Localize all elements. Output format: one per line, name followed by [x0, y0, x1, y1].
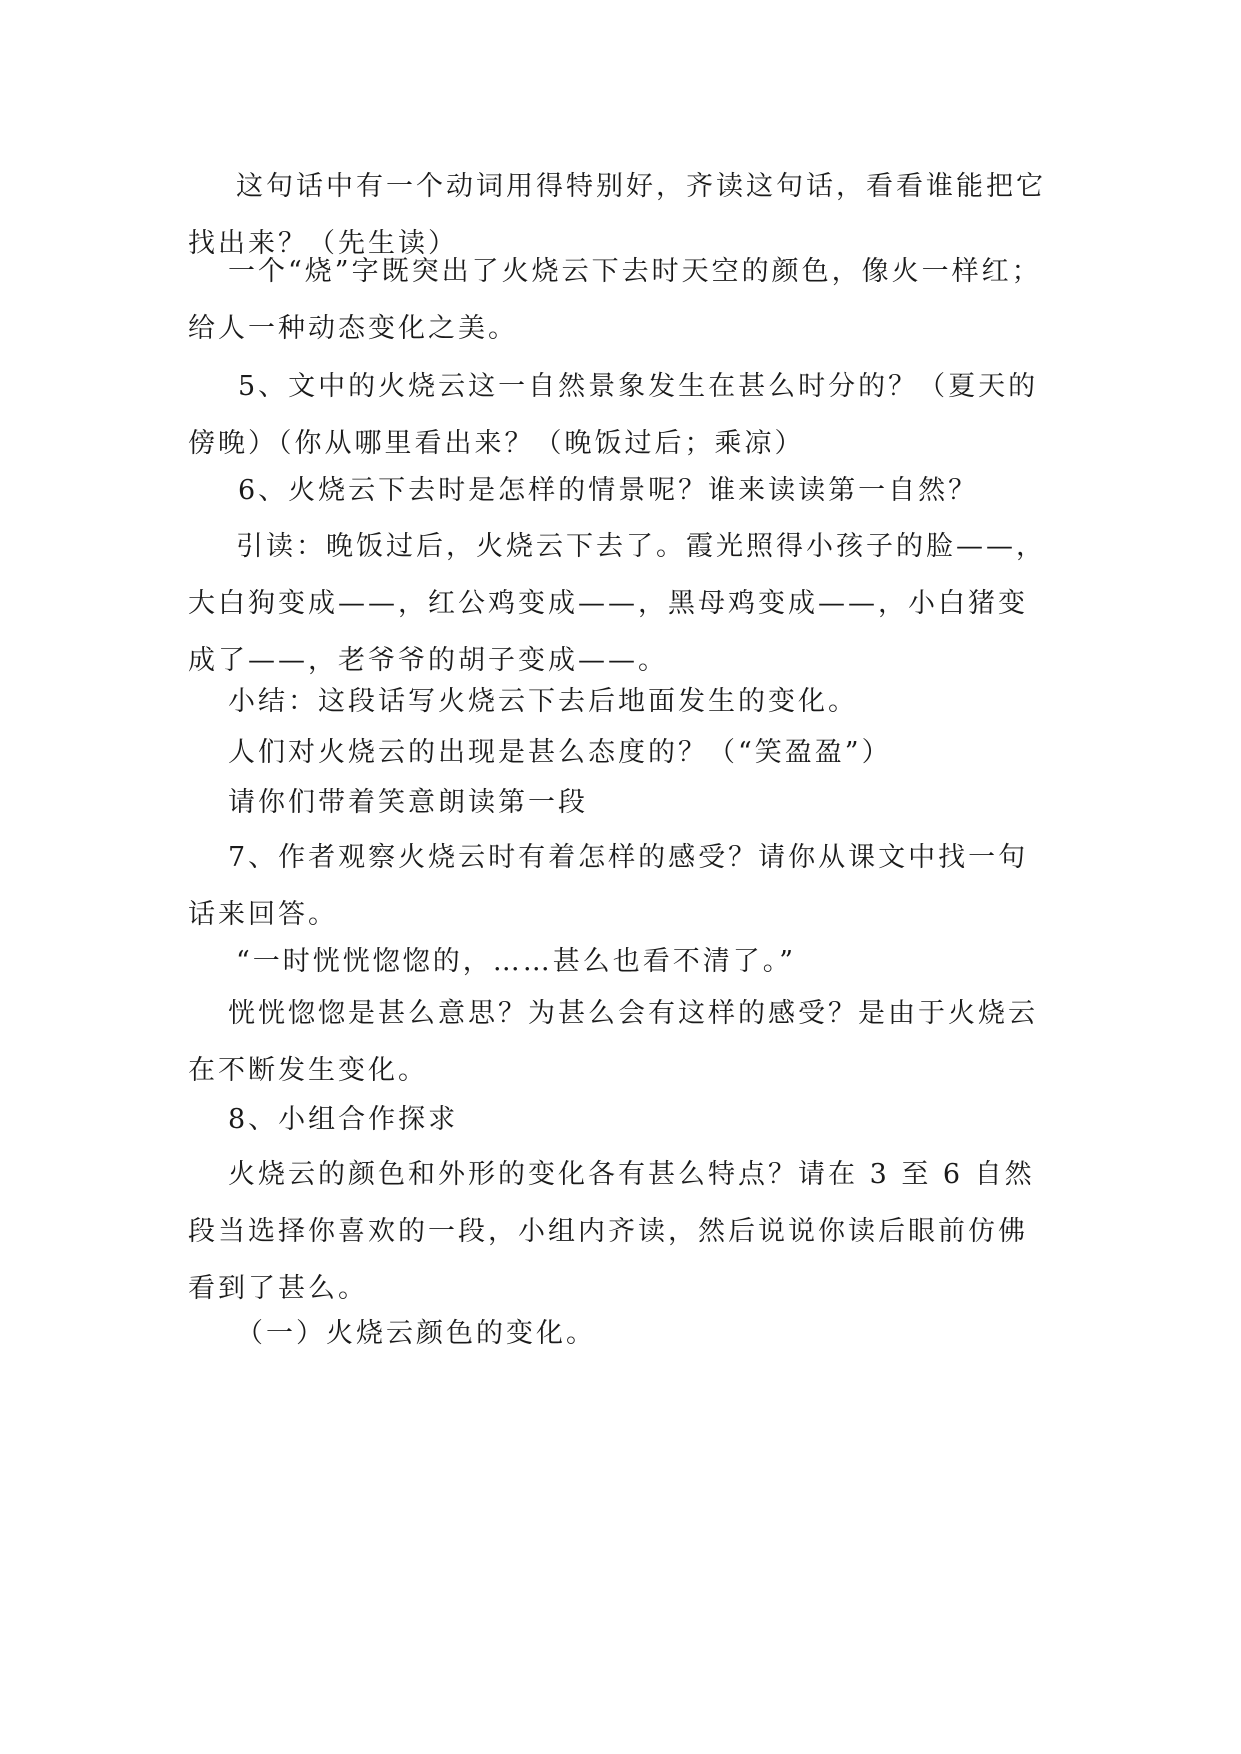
paragraph-9: 7、作者观察火烧云时有着怎样的感受？请你从课文中找一句话来回答。	[188, 842, 1029, 930]
paragraph-5: 引读：晚饭过后，火烧云下去了。霞光照得小孩子的脸——，大白狗变成——，红公鸡变成——，黑母鸡变成——，小白猪变成了——，老爷爷的胡子变成——。	[188, 531, 1046, 676]
paragraph-12: 8、小组合作探求	[228, 1104, 459, 1135]
paragraph-11: 恍恍惚惚是甚么意思？为甚么会有这样的感受？是由于火烧云在不断发生变化。	[188, 998, 1038, 1086]
paragraph-2: 一个“烧”字既突出了火烧云下去时天空的颜色，像火一样红；给人一种动态变化之美。	[188, 256, 1042, 344]
paragraph-14: （一）火烧云颜色的变化。	[236, 1318, 596, 1349]
paragraph-8: 请你们带着笑意朗读第一段	[228, 787, 588, 818]
paragraph-1: 这句话中有一个动词用得特别好，齐读这句话，看看谁能把它找出来？（先生读）	[188, 171, 1046, 259]
paragraph-7: 人们对火烧云的出现是甚么态度的？（“笑盈盈”）	[228, 737, 892, 768]
paragraph-3: 5、文中的火烧云这一自然景象发生在甚么时分的？（夏天的傍晚）（你从哪里看出来？（晚饭过后；乘凉）	[188, 371, 1039, 459]
paragraph-6: 小结：这段话写火烧云下去后地面发生的变化。	[228, 686, 858, 717]
paragraph-10: “一时恍恍惚惚的，……甚么也看不清了。”	[236, 946, 797, 977]
paragraph-4: 6、火烧云下去时是怎样的情景呢？谁来读读第一自然？	[238, 475, 979, 506]
paragraph-13: 火烧云的颜色和外形的变化各有甚么特点？请在 3 至 6 自然段当选择你喜欢的一段，小组内齐读，然后说说你读后眼前仿佛看到了甚么。	[188, 1159, 1035, 1304]
